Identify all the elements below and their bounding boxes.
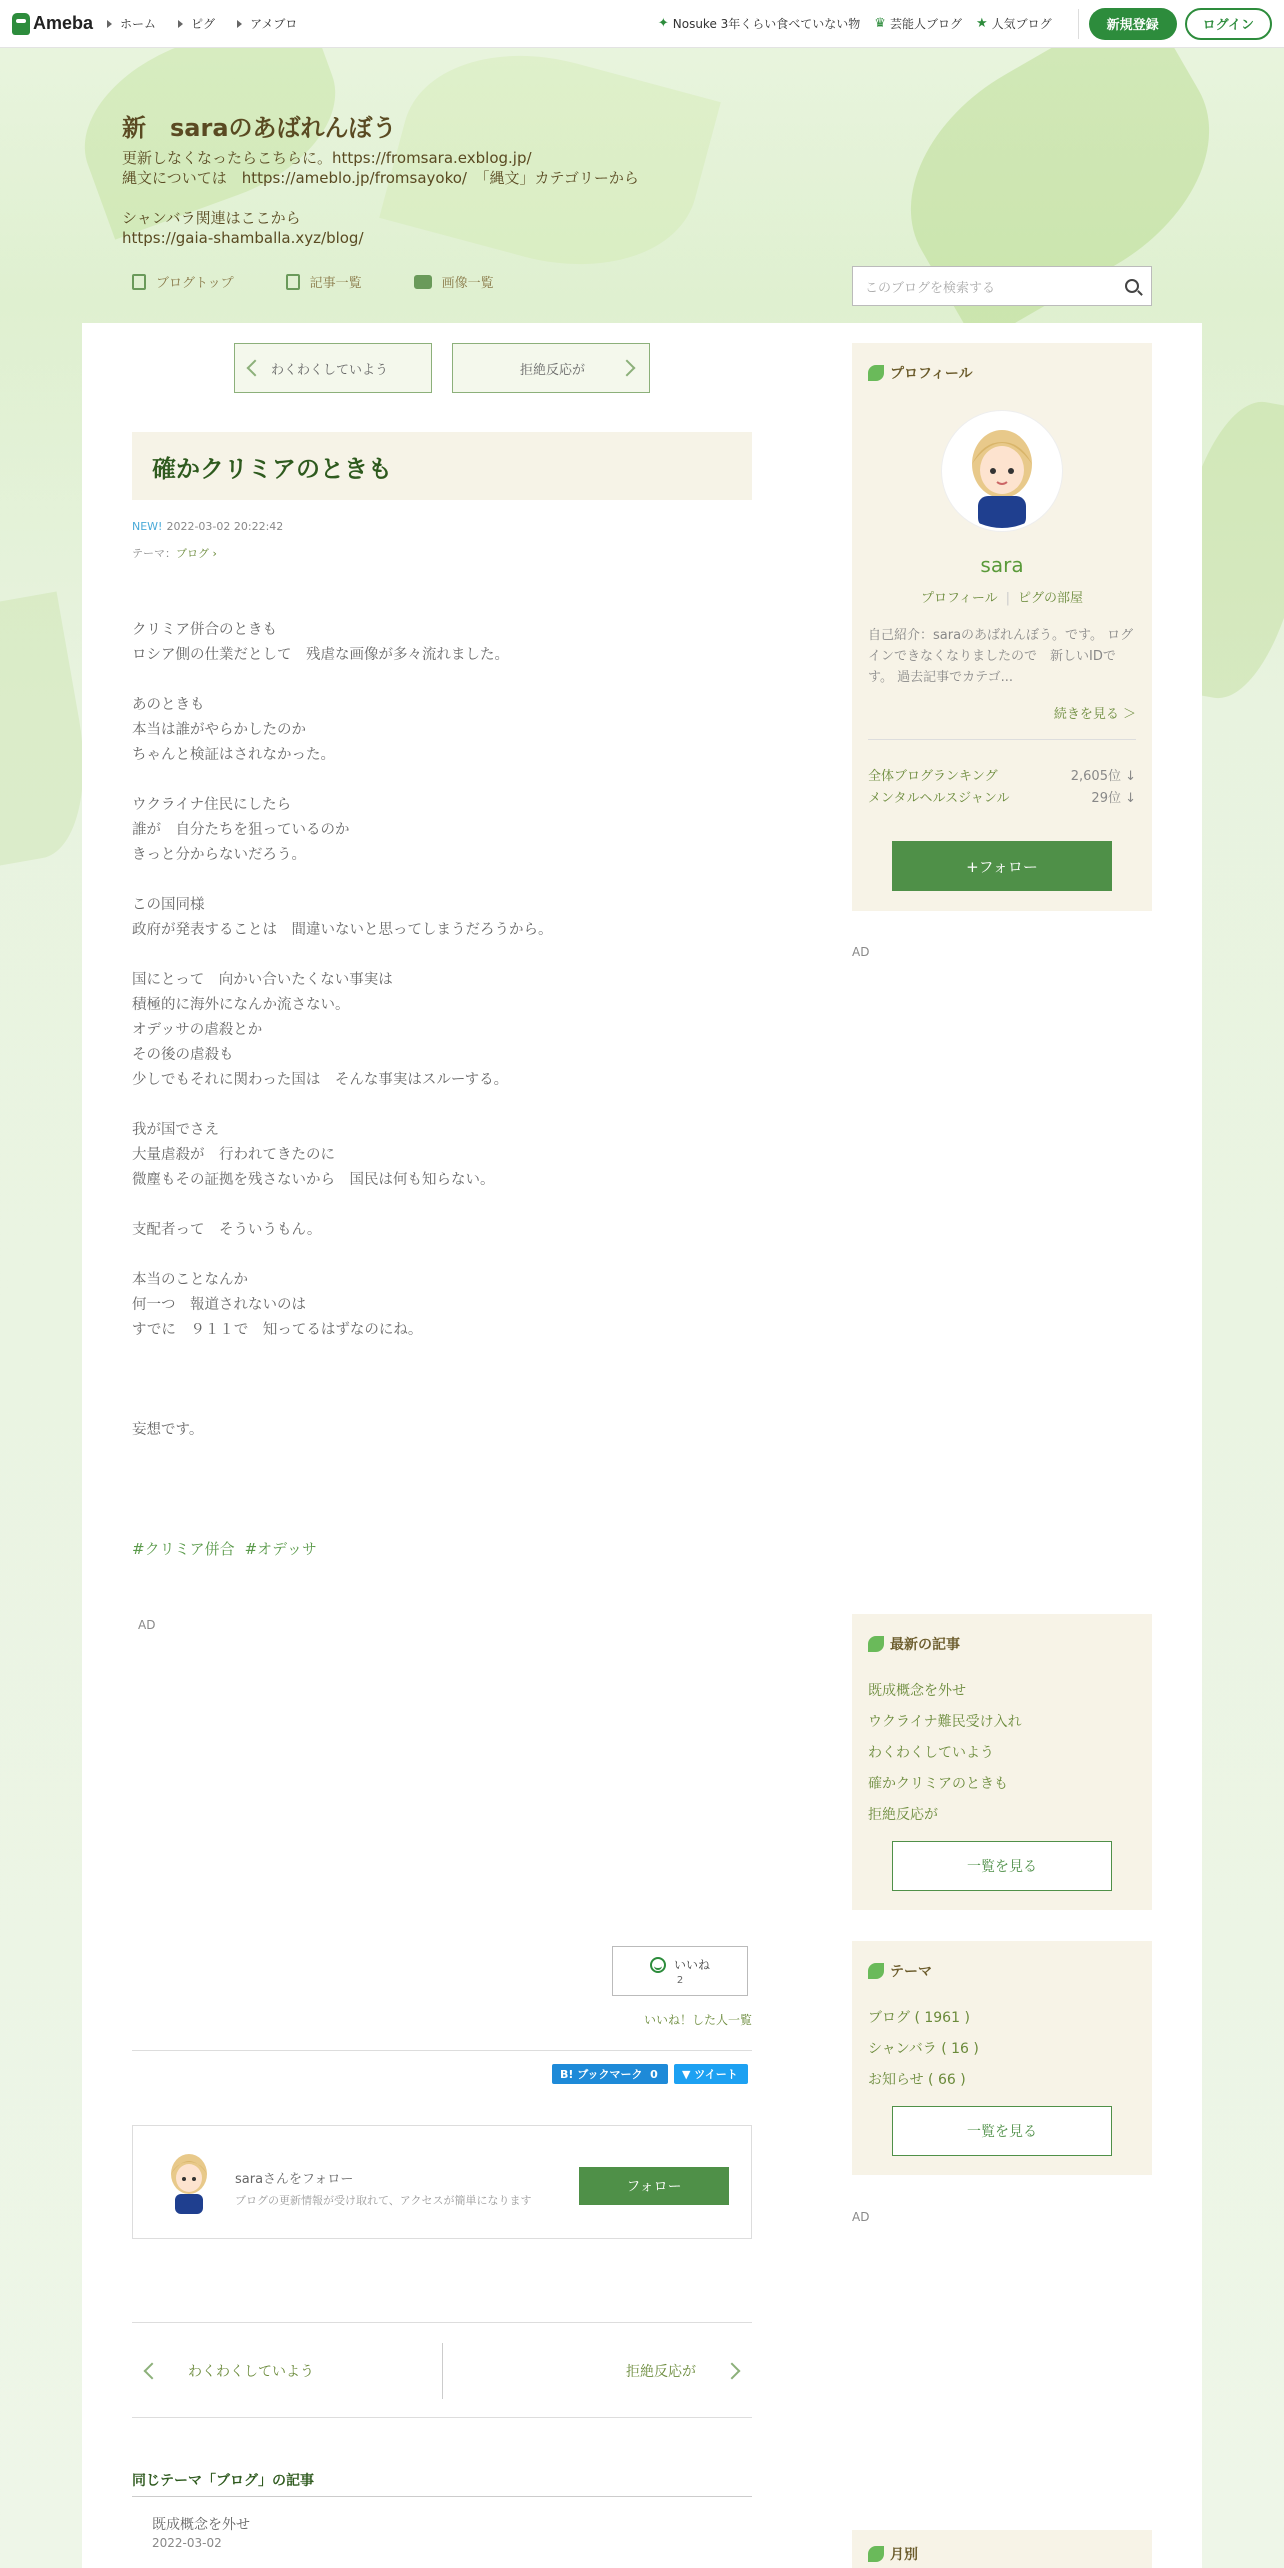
profile-heading	[868, 363, 973, 383]
like-count: 2	[676, 1975, 684, 1986]
article-line: 少しでもそれに関わった国は そんな事実はスルーする。	[132, 1072, 509, 1088]
nav-home-label: ホーム	[120, 17, 157, 31]
new-badge: NEW!	[132, 520, 163, 533]
profile-name[interactable]: sara	[980, 553, 1024, 577]
article-line: 誰が 自分たちを狙っているのか	[132, 822, 350, 838]
blog-top-link[interactable]	[132, 272, 234, 291]
latest-entries-box	[852, 1614, 1152, 1910]
follow-card	[132, 2125, 752, 2239]
profile-links	[852, 587, 1152, 606]
ranking-genre-label: メンタルヘルスジャンル	[868, 791, 1010, 806]
divider	[868, 739, 1136, 740]
blog-search-input[interactable]	[852, 266, 1152, 306]
article-body	[132, 618, 752, 1443]
entry-title[interactable]: 確かクリミアのときも	[152, 454, 392, 483]
chevron-right-icon	[619, 360, 636, 377]
sidebar-follow-button[interactable]: +フォロー	[892, 841, 1112, 891]
blog-description: 更新しなくなったらこちらに。https://fromsara.exblog.jp/ 縄文については https://ameblo.jp/fromsayoko/ 「縄文」カテゴリーから シャンバラ関連はここから https://gaia-shamballa.xyz/blog/	[122, 149, 639, 247]
article-line: きっと分からないだろう。	[132, 847, 306, 863]
profile-heading-label: プロフィール	[890, 366, 973, 382]
leaf-icon	[868, 365, 884, 381]
leaf-icon	[868, 1636, 884, 1652]
ranking-overall-value: 2,605位 ↓	[1070, 769, 1136, 784]
hatena-label: B! ブックマーク	[560, 2068, 643, 2081]
trending-link-label: Nosuke 3年くらい食べていない物	[672, 17, 861, 31]
article-line: すでに ９１１で 知ってるはずなのにね。	[132, 1322, 423, 1338]
latest-entry-link[interactable]: 確かクリミアのときも	[868, 1776, 1008, 1792]
avatar-image	[945, 414, 1059, 528]
copy-icon	[286, 274, 300, 290]
chevron-right-icon: ›	[209, 547, 217, 560]
avatar	[157, 2148, 221, 2218]
article-line: ウクライナ住民にしたら	[132, 797, 292, 813]
prev-entry-label: わくわくしていよう	[271, 362, 389, 378]
ranking-overall[interactable]	[868, 765, 1136, 784]
latest-entry-link[interactable]: ウクライナ難民受け入れ	[868, 1714, 1022, 1730]
hatena-bookmark-button[interactable]	[552, 2064, 668, 2084]
search-placeholder: このブログを検索する	[865, 280, 996, 296]
article-line	[132, 1368, 752, 1393]
divider	[132, 2496, 752, 2497]
like-button[interactable]	[612, 1946, 748, 1996]
chevron-right-icon	[724, 2363, 741, 2380]
popular-blog-label: 人気ブログ	[991, 17, 1052, 31]
prev-entry-button[interactable]	[234, 343, 432, 393]
leaf-icon	[868, 1963, 884, 1979]
article-line: 支配者って そういうもん。	[132, 1222, 322, 1238]
like-label: いいね	[673, 1958, 710, 1972]
nav-pigg-label: ピグ	[191, 17, 216, 31]
profile-avatar[interactable]	[942, 411, 1062, 531]
theme-link[interactable]: ブログ ( 1961 )	[868, 2010, 970, 2026]
article-line: 我が国でさえ	[132, 1122, 219, 1138]
same-theme-heading: 同じテーマ「ブログ」の記事	[132, 2473, 314, 2489]
article-line: 積極的に海外になんか流さない。	[132, 997, 350, 1013]
article-line: ロシア側の仕業だとして 残虐な画像が多々流れました。	[132, 647, 509, 663]
follow-card-description: ブログの更新情報が受け取れて、アクセスが簡単になります	[235, 2194, 532, 2207]
theme-box	[852, 1941, 1152, 2175]
ameba-logo[interactable]	[12, 13, 93, 35]
pager-prev-link[interactable]: わくわくしていよう	[188, 2364, 314, 2380]
nav-ameblo-label: アメブロ	[250, 17, 298, 31]
blog-navigation	[132, 272, 546, 291]
like-users-link[interactable]: いいね！した人一覧	[644, 2013, 753, 2027]
tweet-label: ツイート	[694, 2068, 738, 2081]
latest-heading	[868, 1634, 960, 1654]
article-line: 微塵もその証拠を残さないから 国民は何も知らない。	[132, 1172, 495, 1188]
login-button[interactable]: ログイン	[1185, 8, 1272, 40]
hashtag-link[interactable]: #オデッサ	[244, 1540, 317, 1558]
article-line: あのときも	[132, 697, 205, 713]
article-line	[132, 668, 752, 693]
hatena-count: 0	[650, 2067, 658, 2081]
follow-button[interactable]: フォロー	[579, 2167, 729, 2205]
search-icon[interactable]	[1125, 279, 1139, 293]
nav-home[interactable]	[107, 15, 156, 32]
latest-entry-link[interactable]: 既成概念を外せ	[868, 1683, 966, 1699]
nav-pigg[interactable]	[178, 15, 215, 32]
article-line: 本当は誰がやらかしたのか	[132, 722, 306, 738]
chevron-left-icon	[247, 360, 264, 377]
ranking-genre[interactable]	[868, 787, 1136, 806]
article-line: クリミア併合のときも	[132, 622, 277, 638]
next-entry-button[interactable]	[452, 343, 650, 393]
triangle-right-icon	[237, 20, 242, 28]
article-line: ちゃんと検証はされなかった。	[132, 747, 335, 763]
article-line	[132, 1393, 752, 1418]
hashtag-list	[132, 1538, 327, 1559]
article-line	[132, 1193, 752, 1218]
article-line	[132, 768, 752, 793]
monthly-heading	[868, 2544, 918, 2564]
article-line: 何一つ 報道されないのは	[132, 1297, 306, 1313]
divider: |	[1005, 591, 1011, 606]
article-line	[132, 1093, 752, 1118]
tweet-button[interactable]	[674, 2064, 748, 2084]
camera-icon	[414, 275, 432, 289]
follow-card-name: saraさんをフォロー	[235, 2172, 354, 2187]
next-entry-label: 拒絶反応が	[519, 362, 585, 378]
theme-link[interactable]: ブログ	[176, 547, 209, 560]
entry-list-label: 記事一覧	[309, 276, 362, 291]
image-list-label: 画像一覧	[441, 276, 494, 291]
bird-icon: ▼	[682, 2067, 695, 2081]
ad-label: AD	[852, 2210, 870, 2224]
trending-link[interactable]	[658, 15, 860, 32]
latest-list-button[interactable]: 一覧を見る	[892, 1841, 1112, 1891]
same-theme-entry-date: 2022-03-02	[152, 2536, 222, 2550]
entry-meta	[132, 520, 283, 533]
article-line: オデッサの虐殺とか	[132, 1022, 263, 1038]
celebrity-blog-label: 芸能人ブログ	[889, 17, 962, 31]
entry-theme	[132, 545, 217, 561]
article-line: 国にとって 向かい合いたくない事実は	[132, 972, 393, 988]
article-line	[132, 868, 752, 893]
article-line	[132, 1343, 752, 1368]
sparkle-icon: ✦	[657, 16, 669, 31]
crown-icon: ♛	[874, 16, 886, 31]
celebrity-blog-link[interactable]	[874, 15, 962, 32]
article-line	[132, 1243, 752, 1268]
latest-heading-label: 最新の記事	[890, 1637, 960, 1653]
article-line: この国同様	[132, 897, 205, 913]
same-theme-entry-link[interactable]: 既成概念を外せ	[152, 2517, 250, 2533]
entry-title-box	[132, 432, 752, 500]
divider	[132, 2050, 752, 2051]
ad-label: AD	[852, 945, 870, 959]
article-line: 妄想です。	[132, 1422, 204, 1438]
blog-top-label: ブログトップ	[156, 276, 234, 291]
ameba-logo-text: Ameba	[33, 13, 94, 33]
profile-intro: 自己紹介：saraのあばれんぼう。です。 ログインできなくなりましたので 新しいIDです。 過去記事でカテゴ...	[868, 628, 1134, 685]
triangle-right-icon	[107, 20, 112, 28]
pigg-room-link[interactable]: ピグの部屋	[1018, 591, 1084, 606]
smile-icon	[650, 1957, 666, 1973]
chevron-left-icon	[144, 2363, 161, 2380]
monthly-heading-label: 月別	[890, 2547, 918, 2563]
document-icon	[132, 274, 146, 290]
ranking-overall-label: 全体ブログランキング	[868, 769, 998, 784]
entry-pager	[132, 2322, 752, 2418]
monthly-archive-box	[852, 2530, 1152, 2568]
signup-button[interactable]: 新規登録	[1089, 8, 1177, 40]
article-line: 政府が発表することは 間違いないと思ってしまうだろうから。	[132, 922, 553, 938]
profile-box	[852, 343, 1152, 911]
theme-link[interactable]: シャンバラ ( 16 )	[868, 2041, 979, 2057]
entry-datetime: 2022-03-02 20:22:42	[166, 520, 284, 533]
article-line: その後の虐殺も	[132, 1047, 234, 1063]
entry-list-link[interactable]	[286, 272, 362, 291]
profile-link[interactable]: プロフィール	[920, 591, 998, 606]
theme-label: テーマ：	[132, 547, 176, 560]
blog-title[interactable]: 新 saraのあばれんぼう	[122, 114, 397, 142]
image-list-link[interactable]	[414, 272, 494, 291]
hashtag-link[interactable]: #クリミア併合	[132, 1540, 235, 1558]
top-navigation-bar	[0, 0, 1284, 48]
article-line	[132, 943, 752, 968]
divider	[442, 2343, 443, 2399]
ranking-genre-value: 29位 ↓	[1091, 791, 1136, 806]
leaf-icon	[868, 2546, 884, 2562]
theme-link[interactable]: お知らせ ( 66 )	[868, 2072, 966, 2088]
theme-list-button[interactable]: 一覧を見る	[892, 2106, 1112, 2156]
article-line: 大量虐殺が 行われてきたのに	[132, 1147, 335, 1163]
theme-heading	[868, 1961, 932, 1981]
ameba-logo-icon	[12, 13, 30, 35]
read-more-link[interactable]: 続きを見る ＞	[1053, 707, 1136, 722]
triangle-right-icon	[178, 20, 183, 28]
theme-heading-label: テーマ	[890, 1964, 932, 1980]
ad-label: AD	[138, 1618, 156, 1632]
nav-ameblo[interactable]	[237, 15, 297, 32]
latest-entry-link[interactable]: 拒絶反応が	[868, 1807, 938, 1823]
divider	[1078, 9, 1079, 39]
article-line: 本当のことなんか	[132, 1272, 248, 1288]
latest-entry-link[interactable]: わくわくしていよう	[868, 1745, 994, 1761]
pager-next-link[interactable]: 拒絶反応が	[626, 2364, 696, 2380]
star-icon: ★	[975, 16, 988, 31]
popular-blog-link[interactable]	[976, 15, 1052, 32]
